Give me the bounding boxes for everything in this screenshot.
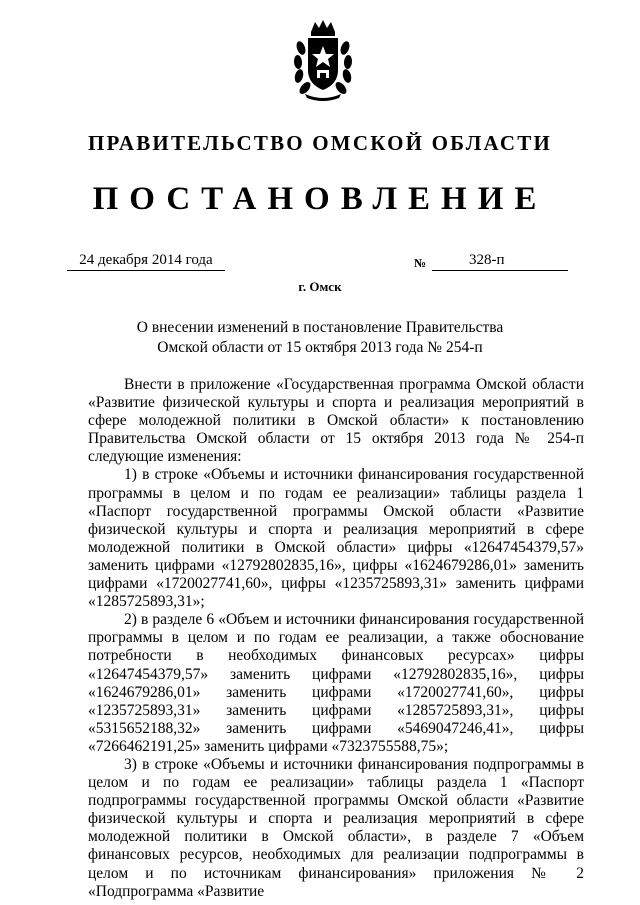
subject-line-1: О внесении изменений в постановление Правительства [136, 319, 504, 336]
body-paragraph-1: 1) в строке «Объемы и источники финансирования государственной программы в целом и по годам ее реализации» таблицы раздела 1 «Паспорт государственной программы Омской области «Развитие физической культуры и спорта и реализация мероприятий в сфере молодежной политики в Омской области» цифры «12647454379,57» заменить цифрами «12792802835,16», цифры «1624679286,01» заменить цифрами «1720027741,60», цифры «1235725893,31» заменить цифрами «1285725893,31»; [88, 466, 584, 611]
document-number: 328-п [469, 252, 505, 268]
omsk-oblast-coat-of-arms-icon [291, 18, 355, 102]
document-subject [80, 318, 560, 358]
document-date: 24 декабря 2014 года [67, 250, 225, 271]
body-paragraph-intro: Внести в приложение «Государственная программа Омской области «Развитие физической культуры и спорта и реализация мероприятий в сфере молодежной политики в Омской области» к постановлению Правительства Омской области от 15 октября 2013 года № 254-п следующие изменения: [88, 376, 584, 466]
subject-line-2: Омской области от 15 октября 2013 года № 254-п [157, 339, 483, 356]
government-title: ПРАВИТЕЛЬСТВО ОМСКОЙ ОБЛАСТИ [87, 131, 552, 155]
document-number-field [432, 250, 568, 271]
body-paragraph-2: 2) в разделе 6 «Объем и источники финансирования государственной программы в целом и по годам ее реализации, а также обоснование потребности в необходимых финансовых ресурсах» цифры «12647454379,57» заменить цифрами «12792802835,16», цифры «1624679286,01» заменить цифрами «1720027741,60», цифры «1235725893,31» заменить цифрами «1285725893,31», цифры «5315652188,32» заменить цифрами «5469047246,41», цифры «7266462191,25» заменить цифрами «7323755588,75»; [88, 611, 584, 755]
document-type-title: ПОСТАНОВЛЕНИЕ [92, 181, 548, 217]
body-paragraph-3: 3) в строке «Объемы и источники финансирования подпрограммы в целом и по годам ее реализации» таблицы раздела 1 «Паспорт подпрограммы государственной программы Омской области «Развитие физической культуры и спорта и реализация мероприятий в сфере молодежной политики в Омской области», в разделе 7 «Объем финансовых ресурсов, необходимых для реализации подпрограммы в целом и по источникам финансирования» приложения № 2 «Подпрограмма «Развитие [88, 755, 584, 900]
document-number-label: № [414, 256, 427, 270]
city-name: г. Омск [298, 279, 342, 294]
document-body [88, 376, 584, 901]
